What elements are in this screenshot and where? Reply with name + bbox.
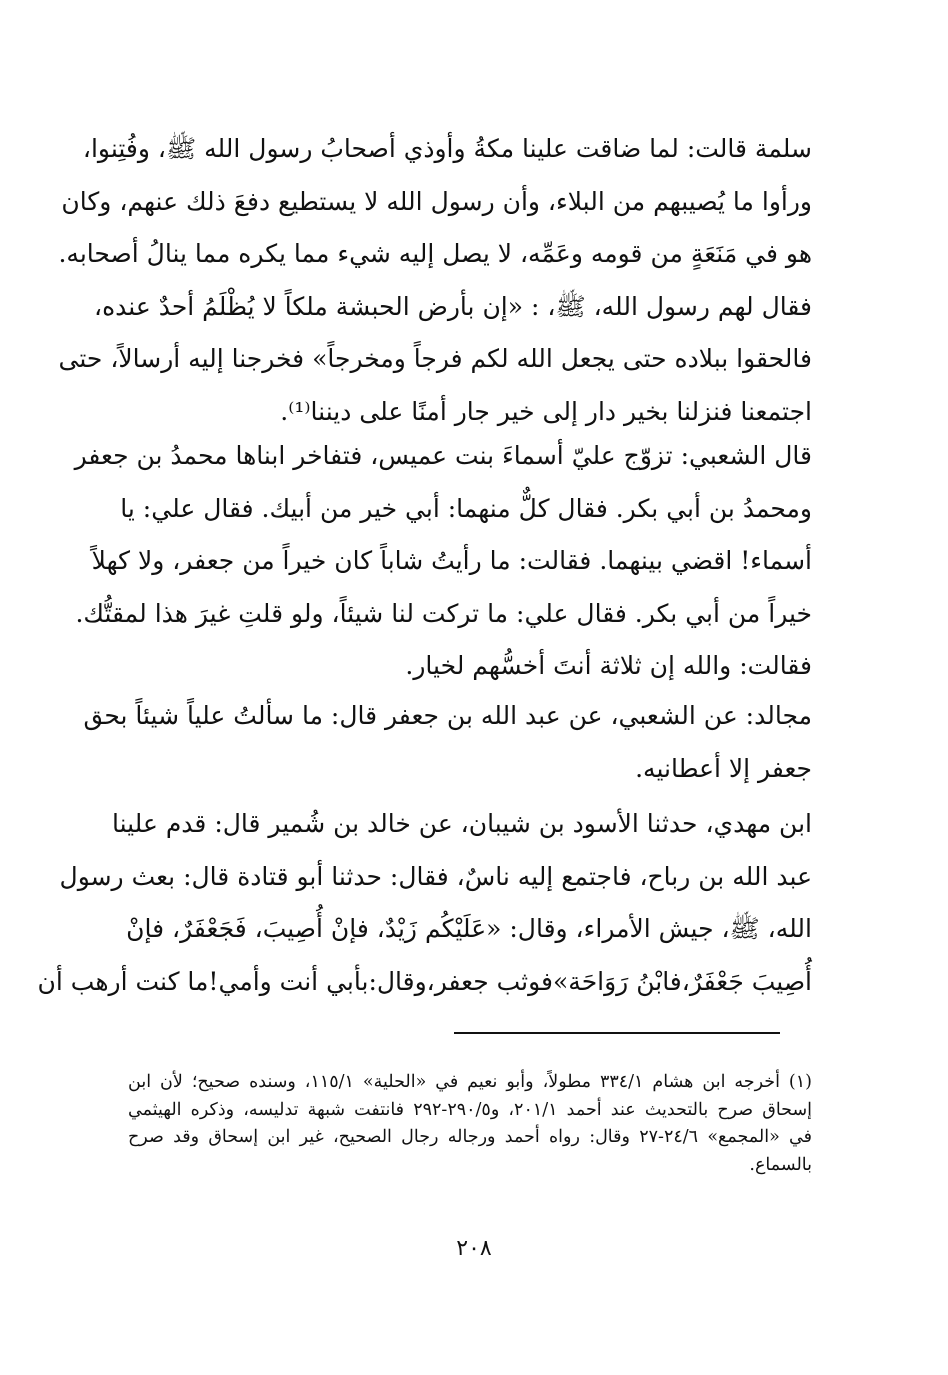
paragraph-3 bbox=[83, 690, 812, 795]
text-line: فقالت: والله إن ثلاثة أنتَ أخسُّهم لخيار. bbox=[405, 651, 812, 681]
page-number: ٢٠٨ bbox=[456, 1236, 492, 1261]
text-line: هو في مَنَعَةٍ من قومه وعَمِّه، لا يصل إليه شيء مما يكره مما ينالُ أصحابه. bbox=[58, 239, 812, 269]
paragraph-1 bbox=[58, 123, 812, 439]
footnote-line: بالسماع. bbox=[749, 1154, 812, 1175]
text-line: الله، ﷺ، جيش الأمراء، وقال: «عَلَيْكُم زَيْدٌ، فإنْ أُصِيبَ، فَجَعْفَرٌ، فإنْ bbox=[126, 914, 812, 944]
text-line: أُصِيبَ جَعْفَرٌ،فابْنُ رَوَاحَة»فوثب جعفر،وقال:بأبي أنت وأمي!ما كنت أرهب أن bbox=[37, 966, 812, 996]
text-line: ورأوا ما يُصيبهم من البلاء، وأن رسول الله لا يستطيع دفعَ ذلك عنهم، وكان bbox=[61, 186, 812, 216]
text-line: عبد الله بن رباح، فاجتمع إليه ناسٌ، فقال: حدثنا أبو قتادة قال: بعث رسول bbox=[59, 861, 812, 891]
paragraph-2 bbox=[74, 430, 812, 693]
text-line: ومحمدُ بن أبي بكر. فقال كلٌّ منهما: أبي خير من أبيك. فقال علي: يا bbox=[120, 493, 812, 523]
paragraph-4 bbox=[37, 798, 812, 1008]
text-line: أسماء! اقضي بينهما. فقالت: ما رأيتُ شاباً كان خيراً من جعفر، ولا كهلاً bbox=[91, 546, 812, 576]
text-line: فقال لهم رسول الله، ﷺ، : «إن بأرض الحبشة ملكاً لا يُظْلَمُ أحدٌ عنده، bbox=[94, 291, 812, 321]
footnote-line: إسحاق صرح بالتحديث عند أحمد ٢٠١/١، و٢٩٠/٥-٢٩٢ فانتفت شبهة تدليسه، وذكره الهيثمي bbox=[128, 1099, 812, 1120]
footnote-line: في «المجمع» ٢٤/٦-٢٧ وقال: رواه أحمد ورجاله رجال الصحيح، غير ابن إسحاق وقد صرح bbox=[128, 1127, 813, 1147]
text-line: سلمة قالت: لما ضاقت علينا مكةُ وأوذي أصحابُ رسول الله ﷺ، وفُتِنوا، bbox=[82, 134, 812, 163]
text-line: قال الشعبي: تزوّج عليّ أسماءَ بنت عميس، فتفاخر ابناها محمدُ بن جعفر bbox=[74, 441, 812, 470]
text-line: مجالد: عن الشعبي، عن عبد الله بن جعفر قال: ما سألتُ علياً شيئاً بحق bbox=[83, 701, 812, 730]
text-line: فالحقوا ببلاده حتى يجعل الله لكم فرجاً ومخرجاً» فخرجنا إليه أرسالاً، حتى bbox=[58, 344, 812, 374]
text-line: خيراً من أبي بكر. فقال علي: ما تركت لنا شيئاً، ولو قلتِ غيرَ هذا لمقتُّك. bbox=[75, 598, 812, 628]
footnote-separator bbox=[454, 1032, 780, 1034]
footnote-line: (١) أخرجه ابن هشام ٣٣٤/١ مطولاً، وأبو نعيم في «الحلية» ١١٥/١، وسنده صحيح؛ لأن ابن bbox=[128, 1072, 812, 1092]
footnote bbox=[128, 1069, 812, 1179]
text-line: جعفر إلا أعطانيه. bbox=[635, 753, 812, 783]
text-line: اجتمعنا فنزلنا بخير دار إلى خير جار أمنًا على ديننا⁽¹⁾. bbox=[280, 396, 812, 426]
text-line: ابن مهدي، حدثنا الأسود بن شيبان، عن خالد بن شُمير قال: قدم علينا bbox=[111, 809, 812, 838]
